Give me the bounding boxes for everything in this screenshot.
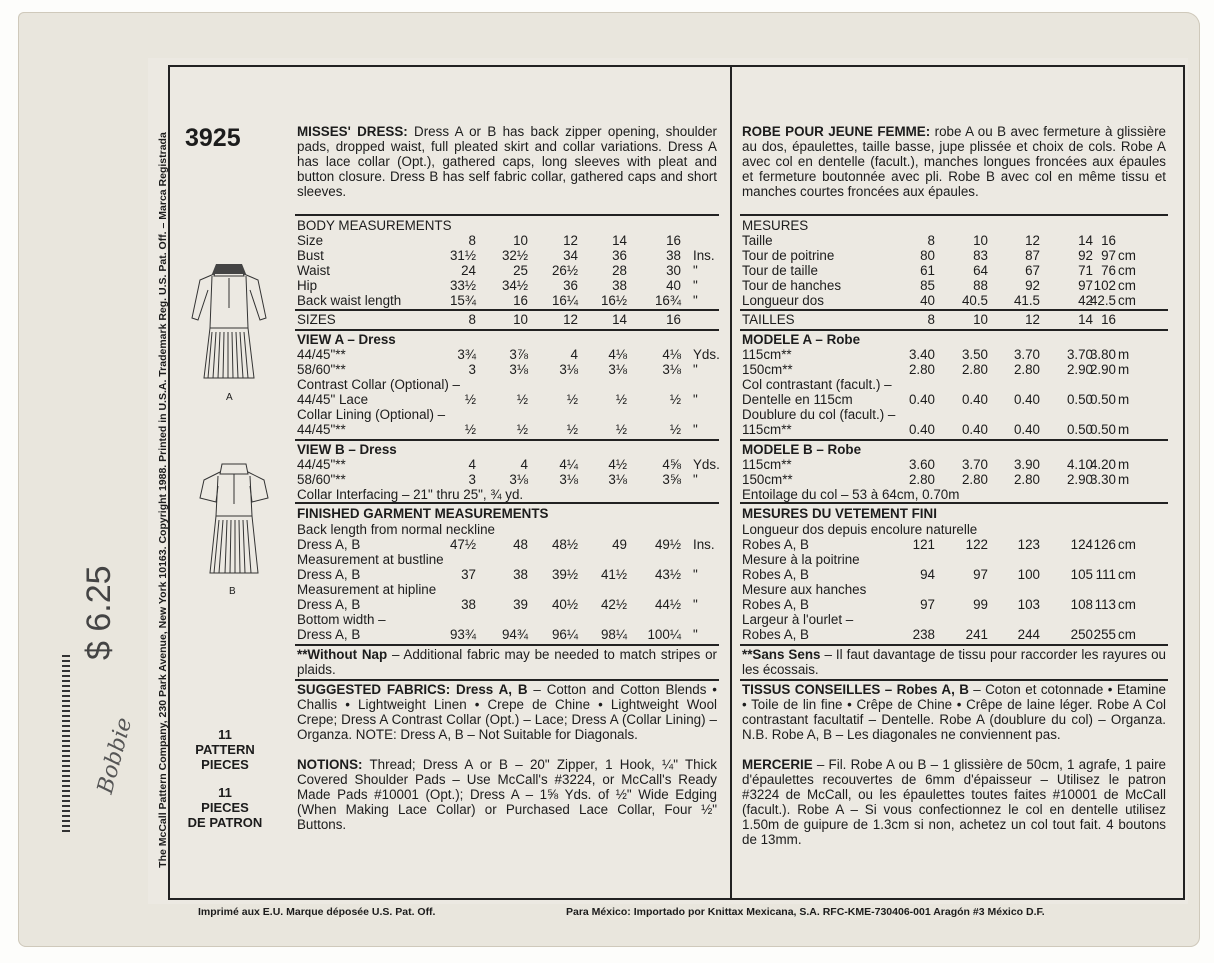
footer-right: Para México: Importado por Knittax Mexicana, S.A. RFC-KME-730406-001 Aragón #3 México D.F. xyxy=(566,906,1045,918)
en-finished-row-value: 96¼ xyxy=(551,627,578,642)
en-finished-row-label: Measurement at hipline xyxy=(297,582,437,597)
en-body-row-label: Waist xyxy=(297,263,330,278)
fr-body-row-value: 8 xyxy=(927,233,935,248)
en-body-row-value: 30 xyxy=(666,263,681,278)
en-finished-row-label: Dress A, B xyxy=(297,597,361,612)
fr-body-row-value: 10 xyxy=(973,233,988,248)
fr-view-a-row-label: Col contrastant (facult.) – xyxy=(742,377,892,392)
en-body-row-value: 34 xyxy=(563,248,578,263)
fr-finished-row-value: 122 xyxy=(965,537,988,552)
fr-finished-row-value: 124 xyxy=(1070,537,1093,552)
fr-view-b-row-value: 3.70 xyxy=(961,457,988,472)
fr-body-row-value: 92 xyxy=(1078,248,1093,263)
en-body-row-unit: " xyxy=(693,293,698,308)
view-a-label: A xyxy=(226,392,233,403)
en-view-b-row-unit: Yds. xyxy=(693,457,720,472)
fr-finished-row-value: 97 xyxy=(920,597,935,612)
fr-view-b-row-value: 2.90 xyxy=(1066,472,1093,487)
en-view-b-row-value: 3⅛ xyxy=(559,472,578,487)
tick-marks xyxy=(62,655,70,835)
en-view-a-row-value: 3⅞ xyxy=(509,347,528,362)
fr-view-b-title: MODELE B – Robe xyxy=(742,442,862,457)
fr-body-row-value: 12 xyxy=(1025,233,1040,248)
en-size: 10 xyxy=(513,312,528,327)
fr-view-a-row-unit: m xyxy=(1118,392,1130,407)
en-description-text: Dress A or B has back zipper opening, shoulder pads, dropped waist, full pleated skirt and collar variations. Dress A has lace collar (Opt.), gathered caps, long sleeves with pleat and button closure. Dress B has self fabric collar, gathered caps and short sleeves. xyxy=(297,124,717,199)
fr-finished-row-value: 250 xyxy=(1070,627,1093,642)
en-view-a-row-value: ½ xyxy=(669,422,681,437)
fr-view-a-row-value: 3.70 xyxy=(1066,347,1093,362)
en-view-a-row-value: 3 xyxy=(468,362,476,377)
en-notions-heading: NOTIONS: xyxy=(297,757,363,772)
en-body-row-value: 40 xyxy=(666,278,681,293)
fr-view-a-row-value: 0.40 xyxy=(1013,392,1040,407)
fr-view-b-row-value: 2.80 xyxy=(908,472,935,487)
fr-finished-row-label: Largeur à l'ourlet – xyxy=(742,612,854,627)
fr-finished-row-value: 123 xyxy=(1017,537,1040,552)
en-body-row-value: 8 xyxy=(468,233,476,248)
en-view-b-row-value: 3 xyxy=(468,472,476,487)
fr-body-row-unit: cm xyxy=(1118,293,1136,308)
fr-sizes-label: TAILLES xyxy=(742,312,795,327)
fr-finished-row-value: 255 xyxy=(1093,627,1116,642)
en-finished-row-value: 41½ xyxy=(600,567,627,582)
en-view-a-row-value: ½ xyxy=(615,422,627,437)
en-view-b-row-value: 4 xyxy=(520,457,528,472)
en-finished-row-value: 40½ xyxy=(551,597,578,612)
fr-body-row-value: 97 xyxy=(1078,278,1093,293)
en-view-a-row-value: 3⅛ xyxy=(662,362,681,377)
fr-body-row-value: 71 xyxy=(1078,263,1093,278)
fr-description-text: robe A ou B avec fermeture à glissière au dos, épaulettes, taille basse, jupe plissée et choix de cols. Robe A avec col en dentelle (facult.), manches longues froncées aux épaules et fermeture boutonnée avec pli. Robe B avec col en même tissu et manches courtes froncées aux épaules. xyxy=(742,124,1166,199)
fr-view-b-row-label: Entoilage du col – 53 à 64cm, 0.70m xyxy=(742,487,960,502)
en-finished-row-unit: " xyxy=(693,627,698,642)
en-size: 16 xyxy=(666,312,681,327)
en-nap-note-text: – Additional fabric may be needed to match stripes or plaids. xyxy=(297,647,717,677)
fr-finished-row-value: 94 xyxy=(920,567,935,582)
fr-view-a-row-label: Doublure du col (facult.) – xyxy=(742,407,896,422)
en-finished-row-value: 44½ xyxy=(654,597,681,612)
en-body-row-value: 16 xyxy=(666,233,681,248)
fr-view-a-row-value: 2.80 xyxy=(908,362,935,377)
fr-body-row-value: 80 xyxy=(920,248,935,263)
fr-view-a-row-value: 2.90 xyxy=(1066,362,1093,377)
en-view-a-row-label: Collar Lining (Optional) – xyxy=(297,407,446,422)
en-view-b-row-value: 3⅝ xyxy=(662,472,681,487)
fr-finished-row-value: 113 xyxy=(1094,597,1116,612)
fr-fabrics-heading: TISSUS CONSEILLES – Robes A, B xyxy=(742,682,969,697)
fr-body-row-value: 83 xyxy=(973,248,988,263)
fr-view-a-row-value: 2.80 xyxy=(1013,362,1040,377)
en-finished-row-value: 100¼ xyxy=(647,627,681,642)
fr-size: 14 xyxy=(1078,312,1093,327)
column-divider xyxy=(730,65,732,900)
fr-view-a-row-value: 3.80 xyxy=(1089,347,1116,362)
fr-body-row-value: 76 xyxy=(1101,263,1116,278)
fr-rule xyxy=(740,502,1168,504)
fr-body-row-value: 92 xyxy=(1025,278,1040,293)
en-view-a-row-value: ½ xyxy=(516,392,528,407)
en-view-a-row-value: 3¾ xyxy=(457,347,476,362)
fr-body-row-value: 14 xyxy=(1078,233,1093,248)
en-view-a-row-value: ½ xyxy=(669,392,681,407)
fr-view-a-row-unit: m xyxy=(1118,362,1130,377)
fr-view-a-row-value: 3.50 xyxy=(961,347,988,362)
fr-nap-note xyxy=(742,647,1166,677)
en-body-row-unit: " xyxy=(693,278,698,293)
en-rule xyxy=(295,439,719,441)
fr-finished-row-value: 99 xyxy=(973,597,988,612)
fr-size: 16 xyxy=(1101,312,1116,327)
fr-rule xyxy=(740,439,1168,441)
en-view-b-title: VIEW B – Dress xyxy=(297,442,397,457)
fr-body-row-label: Longueur dos xyxy=(742,293,824,308)
fr-view-a-row-value: 0.50 xyxy=(1089,422,1116,437)
en-finished-row-value: 37 xyxy=(461,567,476,582)
en-body-row-value: 10 xyxy=(513,233,528,248)
en-view-b-row-value: 4½ xyxy=(608,457,627,472)
fr-view-b-row-label: 115cm** xyxy=(742,457,792,472)
en-finished-row-value: 43½ xyxy=(654,567,681,582)
fr-view-b-row-unit: m xyxy=(1118,472,1130,487)
fr-nap-note-text: – Il faut davantage de tissu pour raccorder les rayures ou les écossais. xyxy=(742,647,1167,677)
en-finished-row-unit: " xyxy=(693,567,698,582)
en-view-a-row-value: ½ xyxy=(464,392,476,407)
fr-finished-row-value: 100 xyxy=(1017,567,1040,582)
en-view-a-row-label: 44/45"** xyxy=(297,422,346,437)
en-view-a-row-value: ½ xyxy=(615,392,627,407)
en-finished-row-value: 49 xyxy=(612,537,627,552)
fr-body-row-unit: cm xyxy=(1118,263,1136,278)
fr-body-row-value: 67 xyxy=(1025,263,1040,278)
fr-finished-row-value: 105 xyxy=(1070,567,1093,582)
en-finished-row-unit: " xyxy=(693,597,698,612)
en-finished-row-value: 94¾ xyxy=(501,627,528,642)
en-nap-note xyxy=(297,647,717,677)
fr-finished-row-label: Robes A, B xyxy=(742,597,809,612)
fr-finished-row-value: 241 xyxy=(965,627,988,642)
en-body-row-value: 25 xyxy=(513,263,528,278)
en-view-a-row-value: ½ xyxy=(566,392,578,407)
fr-view-b-row-unit: m xyxy=(1118,457,1130,472)
en-body-row-value: 38 xyxy=(666,248,681,263)
fr-body-title: MESURES xyxy=(742,218,809,233)
en-finished-row-value: 49½ xyxy=(654,537,681,552)
fr-finished-title: MESURES DU VETEMENT FINI xyxy=(742,506,937,521)
fr-finished-row-label: Mesure aux hanches xyxy=(742,582,867,597)
en-body-row-label: Size xyxy=(297,233,324,248)
en-size: 14 xyxy=(612,312,627,327)
en-finished-row-label: Bottom width – xyxy=(297,612,386,627)
fr-body-row-label: Taille xyxy=(742,233,773,248)
en-view-b-row-value: 4¼ xyxy=(559,457,578,472)
en-notions xyxy=(297,757,717,832)
fr-nap-note-heading: **Sans Sens xyxy=(742,647,821,662)
fr-view-a-row-value: 0.40 xyxy=(961,422,988,437)
fr-body-row-value: 102 xyxy=(1093,278,1116,293)
en-view-a-row-unit: Yds. xyxy=(693,347,720,362)
en-view-a-row-label: 44/45"** xyxy=(297,347,346,362)
en-body-row-value: 38 xyxy=(612,278,627,293)
en-body-row-value: 16½ xyxy=(600,293,627,308)
en-view-a-row-value: 3⅛ xyxy=(608,362,627,377)
en-finished-row-label: Dress A, B xyxy=(297,567,361,582)
en-finished-row-value: 48½ xyxy=(551,537,578,552)
fr-body-row-label: Tour de taille xyxy=(742,263,818,278)
en-body-row-unit: " xyxy=(693,263,698,278)
en-view-a-row-value: 4⅛ xyxy=(608,347,627,362)
en-body-row-label: Hip xyxy=(297,278,318,293)
fr-fabrics xyxy=(742,682,1166,742)
fr-description xyxy=(742,124,1166,199)
en-view-a-row-value: 4 xyxy=(570,347,578,362)
en-view-b-row-label: Collar Interfacing – 21" thru 25", ¾ yd. xyxy=(297,487,524,502)
fr-finished-row-label: Longueur dos depuis encolure naturelle xyxy=(742,522,978,537)
en-finished-row-value: 39½ xyxy=(551,567,578,582)
fr-rule xyxy=(740,644,1168,646)
en-finished-row-unit: Ins. xyxy=(693,537,715,552)
fr-view-a-row-label: Dentelle en 115cm xyxy=(742,392,853,407)
en-view-a-row-value: 3⅛ xyxy=(509,362,528,377)
fr-view-a-row-unit: m xyxy=(1118,422,1130,437)
fr-rule xyxy=(740,309,1168,311)
en-view-b-row-label: 58/60"** xyxy=(297,472,346,487)
fr-finished-row-label: Robes A, B xyxy=(742,567,809,582)
fr-view-a-row-value: 0.40 xyxy=(908,422,935,437)
fr-finished-row-value: 111 xyxy=(1095,567,1116,582)
fr-view-a-row-value: 3.40 xyxy=(908,347,935,362)
en-sizes-label: SIZES xyxy=(297,312,336,327)
en-nap-note-heading: **Without Nap xyxy=(297,647,388,662)
fr-body-row-value: 42.5 xyxy=(1089,293,1116,308)
fr-finished-row-value: 108 xyxy=(1070,597,1093,612)
en-finished-row-value: 48 xyxy=(513,537,528,552)
en-rule xyxy=(295,214,719,216)
fr-body-row-value: 64 xyxy=(973,263,988,278)
en-finished-row-label: Dress A, B xyxy=(297,627,361,642)
en-view-b-row-value: 4 xyxy=(468,457,476,472)
en-fabrics xyxy=(297,682,717,742)
en-size: 8 xyxy=(468,312,476,327)
fr-view-a-row-unit: m xyxy=(1118,347,1130,362)
fr-finished-row-value: 103 xyxy=(1017,597,1040,612)
en-body-row-value: 33½ xyxy=(449,278,476,293)
en-body-row-value: 26½ xyxy=(551,263,578,278)
fr-finished-row-value: 121 xyxy=(912,537,935,552)
publisher-vertical-text: The McCall Pattern Company, 230 Park Avenue, New York 10163. Copyright 1988. Printed in U.S.A. Trademark Reg. U.S. Pat. Off. – Marca Registrada xyxy=(157,132,169,868)
fr-body-row-value: 88 xyxy=(973,278,988,293)
en-view-b-row-value: 3⅛ xyxy=(608,472,627,487)
pattern-pieces-count-fr: 11 PIECES DE PATRON xyxy=(187,785,263,830)
en-finished-row-value: 98¼ xyxy=(600,627,627,642)
en-view-b-row-value: 3⅛ xyxy=(509,472,528,487)
en-finished-row-label: Dress A, B xyxy=(297,537,361,552)
fr-view-a-title: MODELE A – Robe xyxy=(742,332,861,347)
en-rule xyxy=(295,309,719,311)
en-view-a-row-value: ½ xyxy=(464,422,476,437)
en-fabrics-text: – Cotton and Cotton Blends • Challis • Lightweight Linen • Crepe de Chine • Lightweight Wool Crepe; Dress A Contrast Collar (Opt.) – Lace; Dress A (Collar Lining) – Organza. NOTE: Dress A, B – Not Suitable for Diagonals. xyxy=(297,682,717,742)
handwritten-name: Bobbie xyxy=(93,715,138,797)
en-finished-row-value: 38 xyxy=(461,597,476,612)
fr-size: 8 xyxy=(927,312,935,327)
en-body-row-value: 16¾ xyxy=(654,293,681,308)
en-view-a-row-unit: " xyxy=(693,392,698,407)
fr-finished-row-unit: cm xyxy=(1118,597,1136,612)
en-size: 12 xyxy=(563,312,578,327)
en-body-row-value: 28 xyxy=(612,263,627,278)
en-finished-row-value: 42½ xyxy=(600,597,627,612)
en-finished-row-value: 93¾ xyxy=(449,627,476,642)
fr-rule xyxy=(740,214,1168,216)
fr-finished-row-value: 244 xyxy=(1017,627,1040,642)
fr-fabrics-text: – Coton et cotonnade • Etamine • Toile de lin fine • Crêpe de Chine • Crêpe de laine léger. Robe A Col contrastant facultatif – Dentelle. Robe A (doublure du col) – Organza. N.B. Robe A, B – Les diagonales ne conviennent pas. xyxy=(742,682,1166,742)
fr-view-a-row-value: 0.50 xyxy=(1066,422,1093,437)
fr-view-b-row-value: 3.90 xyxy=(1013,457,1040,472)
fr-size: 12 xyxy=(1025,312,1040,327)
fr-view-a-row-value: 0.50 xyxy=(1066,392,1093,407)
en-view-a-row-value: 4⅛ xyxy=(662,347,681,362)
en-view-b-row-value: 4⅝ xyxy=(662,457,681,472)
en-view-a-row-value: ½ xyxy=(516,422,528,437)
en-body-row-unit: Ins. xyxy=(693,248,715,263)
fr-finished-row-value: 126 xyxy=(1093,537,1116,552)
en-finished-row-value: 38 xyxy=(513,567,528,582)
fr-body-row-value: 97 xyxy=(1101,248,1116,263)
en-view-a-row-label: 58/60"** xyxy=(297,362,346,377)
fr-size: 10 xyxy=(973,312,988,327)
fr-body-row-unit: cm xyxy=(1118,248,1136,263)
fr-finished-row-value: 238 xyxy=(912,627,935,642)
en-fabrics-heading: SUGGESTED FABRICS: Dress A, B xyxy=(297,682,528,697)
en-view-b-row-label: 44/45"** xyxy=(297,457,346,472)
en-body-row-value: 12 xyxy=(563,233,578,248)
fr-body-row-unit: cm xyxy=(1118,278,1136,293)
en-body-row-value: 16¼ xyxy=(551,293,578,308)
fr-finished-row-value: 97 xyxy=(973,567,988,582)
en-finished-row-value: 39 xyxy=(513,597,528,612)
en-body-row-value: 24 xyxy=(461,263,476,278)
view-a-sketch xyxy=(186,258,272,383)
fr-finished-row-label: Robes A, B xyxy=(742,627,809,642)
fr-view-b-row-value: 3.30 xyxy=(1089,472,1116,487)
en-rule xyxy=(295,329,719,331)
en-rule xyxy=(295,502,719,504)
fr-view-b-row-value: 4.20 xyxy=(1089,457,1116,472)
fr-notions-heading: MERCERIE xyxy=(742,757,813,772)
fr-view-a-row-value: 3.70 xyxy=(1013,347,1040,362)
en-view-a-row-value: ½ xyxy=(566,422,578,437)
fr-view-a-row-value: 0.40 xyxy=(908,392,935,407)
fr-view-a-row-value: 0.50 xyxy=(1089,392,1116,407)
en-view-a-row-unit: " xyxy=(693,422,698,437)
fr-finished-row-label: Robes A, B xyxy=(742,537,809,552)
fr-notions xyxy=(742,757,1166,847)
en-body-row-value: 36 xyxy=(612,248,627,263)
fr-notions-text: – Fil. Robe A ou B – 1 glissière de 50cm, 1 agrafe, 1 paire d'épaulettes recouvertes de 6mm d'épaisseur – Utilisez le patron #3224 de McCall, ou les épaulettes toutes faites #10001 de McCall (facult.). Robe A – Si vous confectionnez le col en dentelle utilisez 1.50m de guipure de 1.3cm si non, achetez un col tout fait. 4 boutons de 13mm. xyxy=(742,757,1166,847)
fr-finished-row-unit: cm xyxy=(1118,627,1136,642)
fr-body-row-label: Tour de poitrine xyxy=(742,248,835,263)
en-finished-row-value: 47½ xyxy=(449,537,476,552)
fr-body-row-value: 42 xyxy=(1078,293,1093,308)
en-view-b-row-unit: " xyxy=(693,472,698,487)
fr-body-row-label: Tour de hanches xyxy=(742,278,842,293)
en-view-a-title: VIEW A – Dress xyxy=(297,332,396,347)
en-body-row-value: 16 xyxy=(513,293,528,308)
en-view-a-row-unit: " xyxy=(693,362,698,377)
fr-body-row-value: 85 xyxy=(920,278,935,293)
fr-view-a-row-label: 115cm** xyxy=(742,422,792,437)
fr-body-row-value: 61 xyxy=(920,263,935,278)
en-description-heading: MISSES' DRESS: xyxy=(297,124,408,139)
en-body-row-label: Bust xyxy=(297,248,324,263)
en-body-title: BODY MEASUREMENTS xyxy=(297,218,452,233)
fr-body-row-value: 87 xyxy=(1025,248,1040,263)
fr-body-row-value: 41.5 xyxy=(1013,293,1040,308)
fr-rule xyxy=(740,679,1168,681)
fr-view-b-row-value: 3.60 xyxy=(908,457,935,472)
fr-view-b-row-label: 150cm** xyxy=(742,472,793,487)
en-body-row-value: 34½ xyxy=(501,278,528,293)
fr-view-a-row-value: 2.90 xyxy=(1089,362,1116,377)
fr-body-row-value: 40.5 xyxy=(961,293,988,308)
en-body-row-value: 14 xyxy=(612,233,627,248)
price-mark: $ 6.25 xyxy=(80,565,118,660)
pattern-number: 3925 xyxy=(185,124,241,152)
fr-rule xyxy=(740,329,1168,331)
fr-finished-row-label: Mesure à la poitrine xyxy=(742,552,860,567)
fr-finished-row-unit: cm xyxy=(1118,537,1136,552)
fr-view-b-row-value: 2.80 xyxy=(1013,472,1040,487)
fr-description-heading: ROBE POUR JEUNE FEMME: xyxy=(742,124,931,139)
en-body-row-value: 15¾ xyxy=(449,293,476,308)
fr-view-a-row-value: 0.40 xyxy=(961,392,988,407)
fr-finished-row-unit: cm xyxy=(1118,567,1136,582)
en-notions-text: Thread; Dress A or B – 20" Zipper, 1 Hook, ¼" Thick Covered Shoulder Pads – Use McCall's #3224, or McCall's Ready Made Pads #10001 (Opt.); Dress A – 1⅝ Yds. of ½" Wide Edging (When Making Lace Collar) or Purchased Lace Collar, Four ½" Buttons. xyxy=(297,757,717,832)
en-description xyxy=(297,124,717,199)
en-finished-row-label: Measurement at bustline xyxy=(297,552,444,567)
en-rule xyxy=(295,679,719,681)
en-body-row-value: 36 xyxy=(563,278,578,293)
fr-body-row-value: 40 xyxy=(920,293,935,308)
view-b-label: B xyxy=(229,586,236,597)
en-body-row-value: 31½ xyxy=(449,248,476,263)
fr-view-a-row-label: 115cm** xyxy=(742,347,792,362)
fr-view-a-row-value: 0.40 xyxy=(1013,422,1040,437)
en-finished-title: FINISHED GARMENT MEASUREMENTS xyxy=(297,506,549,521)
fr-view-a-row-value: 2.80 xyxy=(961,362,988,377)
en-finished-row-label: Back length from normal neckline xyxy=(297,522,495,537)
en-view-a-row-label: 44/45" Lace xyxy=(297,392,369,407)
en-body-row-value: 32½ xyxy=(501,248,528,263)
en-view-a-row-value: 3⅛ xyxy=(559,362,578,377)
fr-view-b-row-value: 4.10 xyxy=(1066,457,1093,472)
en-rule xyxy=(295,644,719,646)
pattern-pieces-count: 11 PATTERN PIECES xyxy=(195,727,255,772)
fr-view-a-row-label: 150cm** xyxy=(742,362,793,377)
en-view-a-row-label: Contrast Collar (Optional) – xyxy=(297,377,460,392)
fr-body-row-value: 16 xyxy=(1101,233,1116,248)
view-b-sketch xyxy=(196,458,272,578)
fr-view-b-row-value: 2.80 xyxy=(961,472,988,487)
footer-left: Imprimé aux E.U. Marque déposée U.S. Pat. Off. xyxy=(198,906,436,918)
en-body-row-label: Back waist length xyxy=(297,293,402,308)
